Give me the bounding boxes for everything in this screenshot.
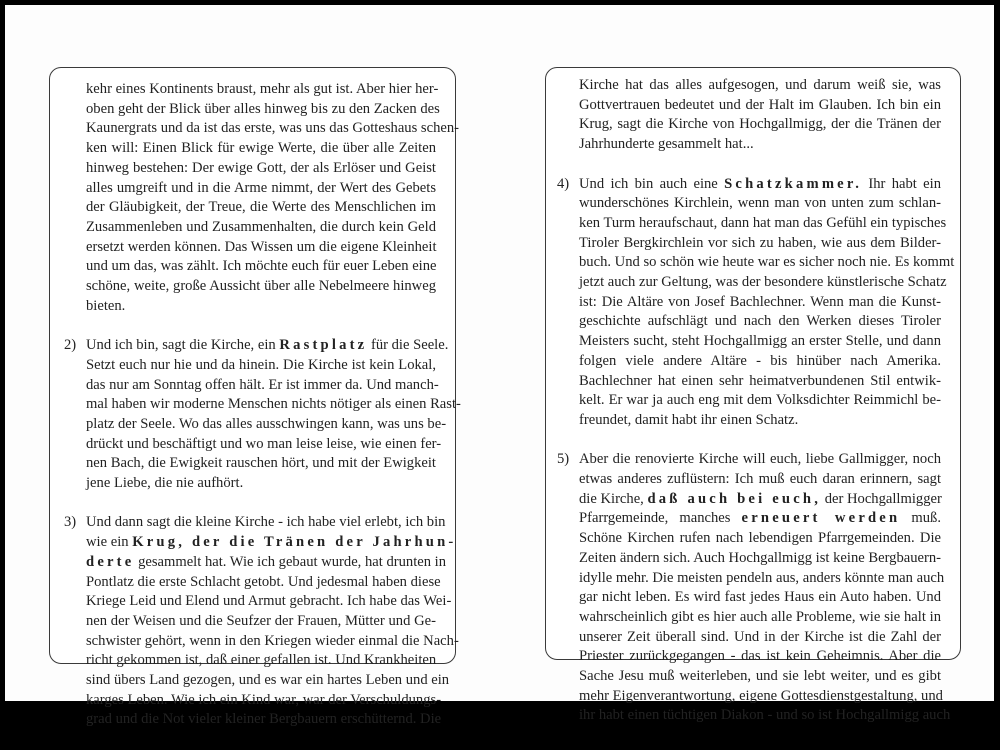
text-line: sind übers Land gezogen, und es war ein hartes Leben und ein xyxy=(86,672,450,689)
text-line: Zeiten ändern sich. Auch Hochgallmigg ist keine Bergbauern- xyxy=(579,549,942,566)
emphasized-phrase: daß auch bei euch, xyxy=(647,490,822,507)
text-line: wunderschönes Kirchlein, wenn man von unten zum schlan- xyxy=(579,195,941,212)
text-line: freundet, damit habt ihr einen Schatz. xyxy=(579,411,799,428)
text-line: Jahrhunderte gesammelt hat... xyxy=(579,136,754,153)
text-segment: gesammelt hat. Wie ich gebaut wurde, hat drunten in xyxy=(134,553,447,570)
text-segment: Pfarrgemeinde, manches xyxy=(579,510,742,527)
text-line: oben geht der Blick über alles hinweg bis zu den Zacken des xyxy=(86,100,440,117)
text-line: wahrscheinlich gibt es hier auch alle Probleme, wie sie halt in xyxy=(579,608,941,625)
text-line: Zusammenleben und Zusammenhalten, die durch kein Geld xyxy=(86,218,436,235)
text-segment: die Kirche, xyxy=(579,490,648,507)
text-line: gar nicht leben. Es wird fast jedes Haus ein Auto haben. Und xyxy=(579,589,941,606)
text-line: ken will: Einen Blick für ewige Werte, die über alle Zeiten xyxy=(86,140,436,157)
text-segment: Ihr habt ein xyxy=(862,175,941,192)
text-line: ersetzt werden können. Das Wissen um die eigene Kleinheit xyxy=(86,238,437,255)
text-line xyxy=(579,175,941,195)
paragraph-number: 4) xyxy=(557,175,570,192)
text-line: drückt und beschäftigt und wo man leise leise, wie einen fer- xyxy=(86,435,442,452)
text-line: Pontlatz die erste Schlacht getobt. Und jedesmal haben diese xyxy=(86,573,441,590)
text-line: hinweg bestehen: Der ewige Gott, der als Erlöser und Geist xyxy=(86,159,436,176)
text-line: kelt. Er war ja auch eng mit dem Volksdichter Reimmichl be- xyxy=(579,392,941,409)
paragraph xyxy=(579,76,941,155)
right-page-text xyxy=(557,76,955,746)
text-line: das nur am Sonntag offen hält. Er ist immer da. Und manch- xyxy=(86,376,439,393)
text-line: nen der Weisen und die Seufzer der Frauen, Mütter und Ge- xyxy=(86,612,436,629)
text-line: Gottvertrauen bedeutet und der Halt im Glauben. Ich bin ein xyxy=(579,96,941,113)
text-segment: der Hochgallmigger xyxy=(821,490,942,507)
text-line xyxy=(579,490,941,510)
text-segment: für die Seele. xyxy=(367,337,449,354)
text-line: schöne, weite, große Aussicht über alle Nebelmeere hinweg xyxy=(86,278,436,295)
text-line: etwas anderes zuflüstern: Ich muß euch daran erinnern, sagt xyxy=(579,471,941,488)
text-line: Priester zurückgegangen - das ist kein Geheimnis. Aber die xyxy=(579,648,941,665)
text-line: nen Bach, die Ewigkeit rauschen hört, und mit der Ewigkeit xyxy=(86,455,436,472)
emphasized-phrase: derte xyxy=(86,553,135,570)
text-line: alles umgreift und in die Arme nimmt, der Wert des Gebets xyxy=(86,179,436,196)
text-segment: muß. xyxy=(900,510,941,527)
emphasized-phrase: Rastplatz xyxy=(279,337,368,354)
text-line: ist: Die Altäre von Josef Bachlechner. Wenn man die Kunst- xyxy=(579,293,941,310)
emphasized-phrase: Krug, der die Tränen der Jahrhun- xyxy=(132,534,457,551)
paragraph-number: 2) xyxy=(64,337,77,354)
text-line: Schöne Kirchen rufen nach lebendigen Pfarrgemeinden. Die xyxy=(579,530,941,547)
text-line: Meisters sucht, steht Hochgallmigg an erster Stelle, und dann xyxy=(579,333,941,350)
text-line: grad und die Not vieler kleiner Bergbauern erschütternd. Die xyxy=(86,711,442,728)
text-line: buch. Und so schön wie heute war es sicher noch nie. Es kommt xyxy=(579,254,955,271)
numbered-paragraph xyxy=(557,450,951,726)
text-line: ken Turm heraufschaut, dann hat man das Gefühl ein typisches xyxy=(579,214,947,231)
text-line: Krug, sagt die Kirche von Hochgallmigg, der die Tränen der xyxy=(579,116,941,133)
text-line: der Gläubigkeit, der Treue, die Werte des Menschlichen im xyxy=(86,199,436,216)
text-segment: Und ich bin auch eine xyxy=(579,175,725,192)
text-line: Bachlechner hat einen sehr heimatverbundenen Stil entwik- xyxy=(579,372,941,389)
text-line: Aber die renovierte Kirche will euch, liebe Gallmigger, noch xyxy=(579,451,941,468)
text-line: unserer Zeit überall sind. Und in der Kirche ist die Zahl der xyxy=(579,628,941,645)
numbered-paragraph xyxy=(64,336,461,494)
text-line xyxy=(579,509,941,529)
text-line xyxy=(86,553,447,573)
text-line: schwister gehört, wenn in den Kriegen wieder einmal die Nach- xyxy=(86,632,459,649)
text-line: mal haben wir moderne Menschen nichts nötiger als einen Rast- xyxy=(86,396,461,413)
numbered-paragraph xyxy=(64,513,459,730)
text-line: ihr habt einen tüchtigen Diakon - und so ist Hochgallmigg auch xyxy=(579,707,951,724)
text-line: idylle mehr. Die meisten pendeln aus, anders könnte man auch xyxy=(579,569,945,586)
left-page-frame xyxy=(49,67,461,728)
text-segment: Und ich bin, sagt die Kirche, ein xyxy=(86,337,280,354)
text-line: Kriege Leid und Elend und Armut gebracht. Ich habe das Wei- xyxy=(86,593,452,610)
text-line xyxy=(86,533,457,553)
text-line: Kaunergrats und da ist das erste, was uns das Gotteshaus schen- xyxy=(86,120,460,137)
left-page-text xyxy=(64,80,461,750)
emphasized-phrase: erneuert werden xyxy=(741,510,901,527)
text-line: karges Leben. Wie ich ein Kind war, war der Verschuldungs- xyxy=(86,691,442,708)
text-line: platz der Seele. Wo das alles ausschwingen kann, was uns be- xyxy=(86,415,447,432)
text-line xyxy=(86,336,449,356)
text-line: Und dann sagt die kleine Kirche - ich habe viel erlebt, ich bin xyxy=(86,514,446,531)
paragraph xyxy=(86,80,460,316)
text-segment: wie ein xyxy=(86,534,133,551)
text-line: Sache Jesu muß weiterleben, und sie lebt weiter, und es gibt xyxy=(579,668,941,685)
paragraph-number: 5) xyxy=(557,451,570,468)
text-line: kehr eines Kontinents braust, mehr als gut ist. Aber hier her- xyxy=(86,81,439,97)
text-line: und um das, was zählt. Ich möchte euch für euer Leben eine xyxy=(86,258,437,275)
text-line: folgen viele andere Altäre - bis hinüber nach Amerika. xyxy=(579,352,941,369)
text-line: geschichte aufschlägt und nach den Werken dieses Tiroler xyxy=(579,313,941,330)
paragraph-number: 3) xyxy=(64,514,77,531)
text-line: Tiroler Bergkirchlein vor sich zu haben, wie aus dem Bilder- xyxy=(579,234,941,251)
numbered-paragraph xyxy=(557,175,955,431)
text-line: jetzt auch zur Geltung, was der besondere künstlerische Schatz xyxy=(579,274,947,291)
scanned-sheet xyxy=(5,5,994,728)
text-line: mehr Eigenverantwortung, eigene Gottesdienstgestaltung, und xyxy=(579,687,943,704)
text-line: Setzt euch nur hie und da hinein. Die Kirche ist kein Lokal, xyxy=(86,356,436,373)
text-line: jene Liebe, die nie aufhört. xyxy=(86,475,244,492)
text-line: bieten. xyxy=(86,297,126,314)
right-page-frame xyxy=(545,67,961,724)
text-line: richt gekommen ist, daß einer gefallen ist. Und Krankheiten xyxy=(86,652,437,669)
emphasized-phrase: Schatzkammer. xyxy=(724,175,863,192)
text-line: Kirche hat das alles aufgesogen, und darum weiß sie, was xyxy=(579,77,941,93)
